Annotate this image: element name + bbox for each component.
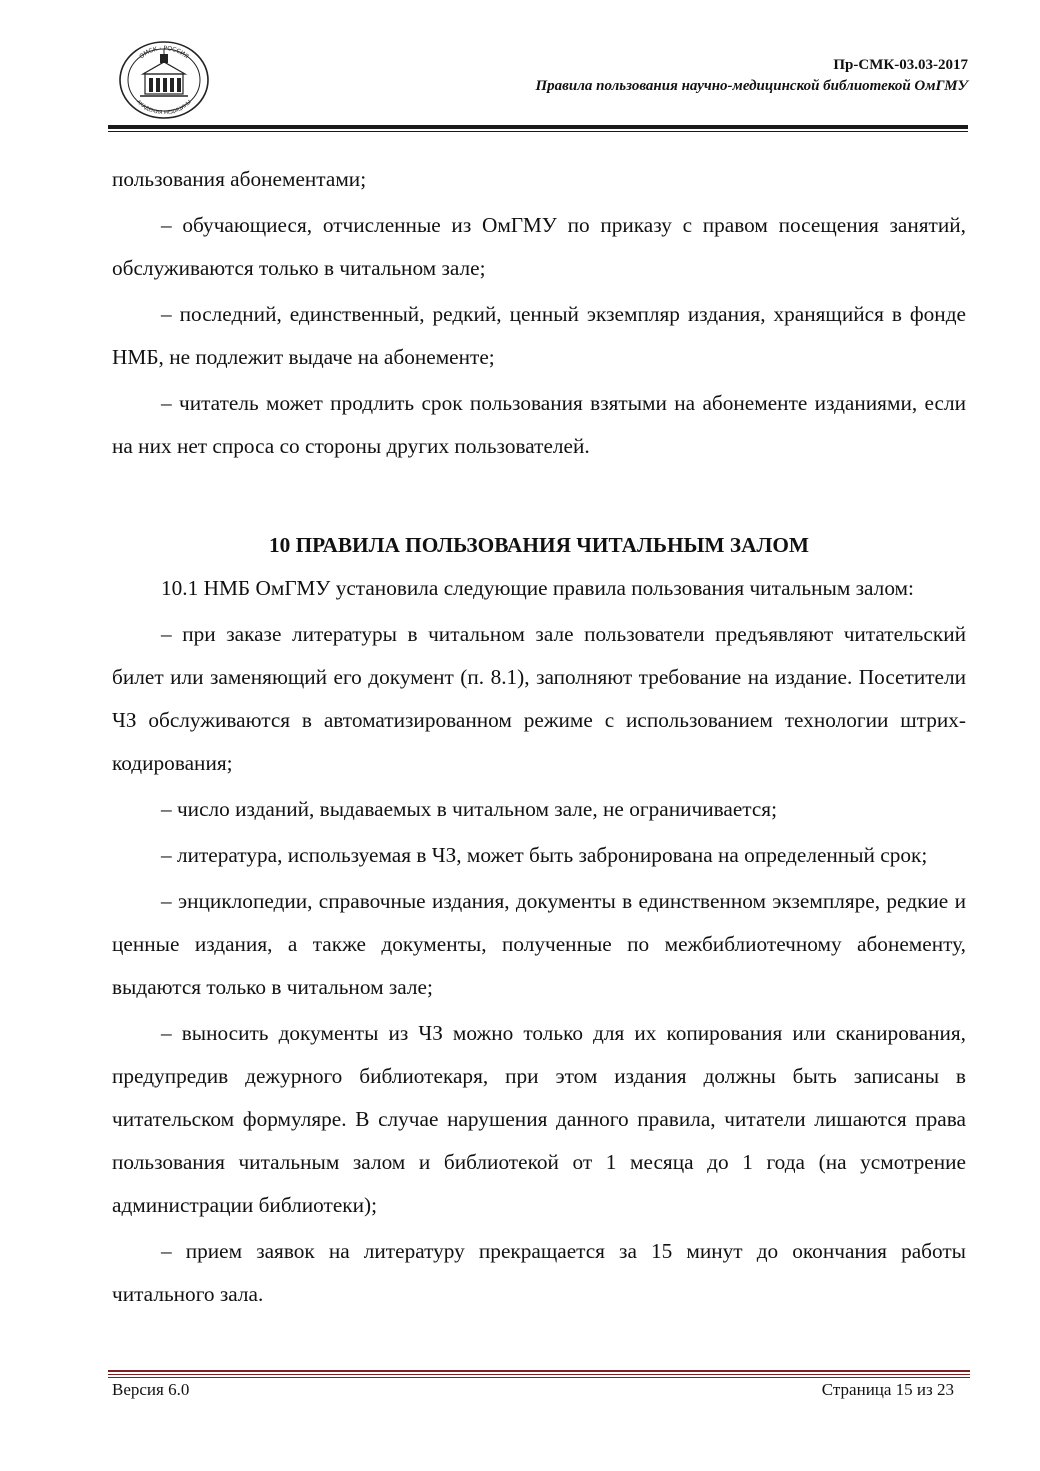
section-heading: 10 ПРАВИЛА ПОЛЬЗОВАНИЯ ЧИТАЛЬНЫМ ЗАЛОМ <box>268 533 809 557</box>
university-seal-logo <box>118 40 210 120</box>
document-title: Правила пользования научно-медицинской библиотекой ОмГМУ <box>535 78 968 94</box>
list-item: – выносить документы из ЧЗ можно только для их копирования или сканирования, предупредив дежурного библиотекаря, при этом издания должны быть записаны в читательском формуляре. В случае нарушения данного правила, читатели лишаются права пользования читальным залом и библиотекой от 1 месяца до 1 года (на усмотрение администрации библиотеки); <box>112 1021 966 1217</box>
document-code: Пр-СМК-03.03-2017 <box>833 57 968 73</box>
list-item: – при заказе литературы в читальном зале пользователи предъявляют читательский билет или заменяющий его документ (п. 8.1), заполняют требование на издание. Посетители ЧЗ обслуживаются в автоматизированном режиме с использованием технологии штрих-кодирования; <box>112 622 966 775</box>
header-rule-thin <box>108 131 968 132</box>
footer-rule <box>108 1370 970 1372</box>
list-item: – читатель может продлить срок пользования взятыми на абонементе изданиями, если на них нет спроса со стороны других пользователей. <box>112 391 966 458</box>
list-item: – энциклопедии, справочные издания, документы в единственном экземпляре, редкие и ценные издания, а также документы, полученные по межбиблиотечному абонементу, выдаются только в читальном зале; <box>112 889 966 999</box>
footer-rule <box>108 1377 970 1378</box>
svg-text:ОМСК · РОССИЯ: ОМСК · РОССИЯ <box>138 44 190 61</box>
svg-text:АКАДЕМИЯ МЕДИЦИНЫ: АКАДЕМИЯ МЕДИЦИНЫ <box>135 99 193 117</box>
header-rule-thick <box>108 125 968 129</box>
footer-rule <box>108 1374 970 1375</box>
page-body <box>112 158 966 1316</box>
list-item: – число изданий, выдаваемых в читальном зале, не ограничивается; <box>161 797 778 821</box>
paragraph: пользования абонементами; <box>112 167 367 191</box>
list-item: – обучающиеся, отчисленные из ОмГМУ по приказу с правом посещения занятий, обслуживаются только в читальном зале; <box>112 213 966 280</box>
paragraph: 10.1 НМБ ОмГМУ установила следующие правила пользования читальным залом: <box>161 576 914 600</box>
list-item: – прием заявок на литературу прекращается за 15 минут до окончания работы читального зала. <box>112 1239 966 1306</box>
list-item: – последний, единственный, редкий, ценный экземпляр издания, хранящийся в фонде НМБ, не подлежит выдаче на абонементе; <box>112 302 966 369</box>
list-item: – литература, используемая в ЧЗ, может быть забронирована на определенный срок; <box>161 843 928 867</box>
footer-page-number: Страница 15 из 23 <box>821 1380 954 1399</box>
footer-version: Версия 6.0 <box>112 1380 190 1399</box>
